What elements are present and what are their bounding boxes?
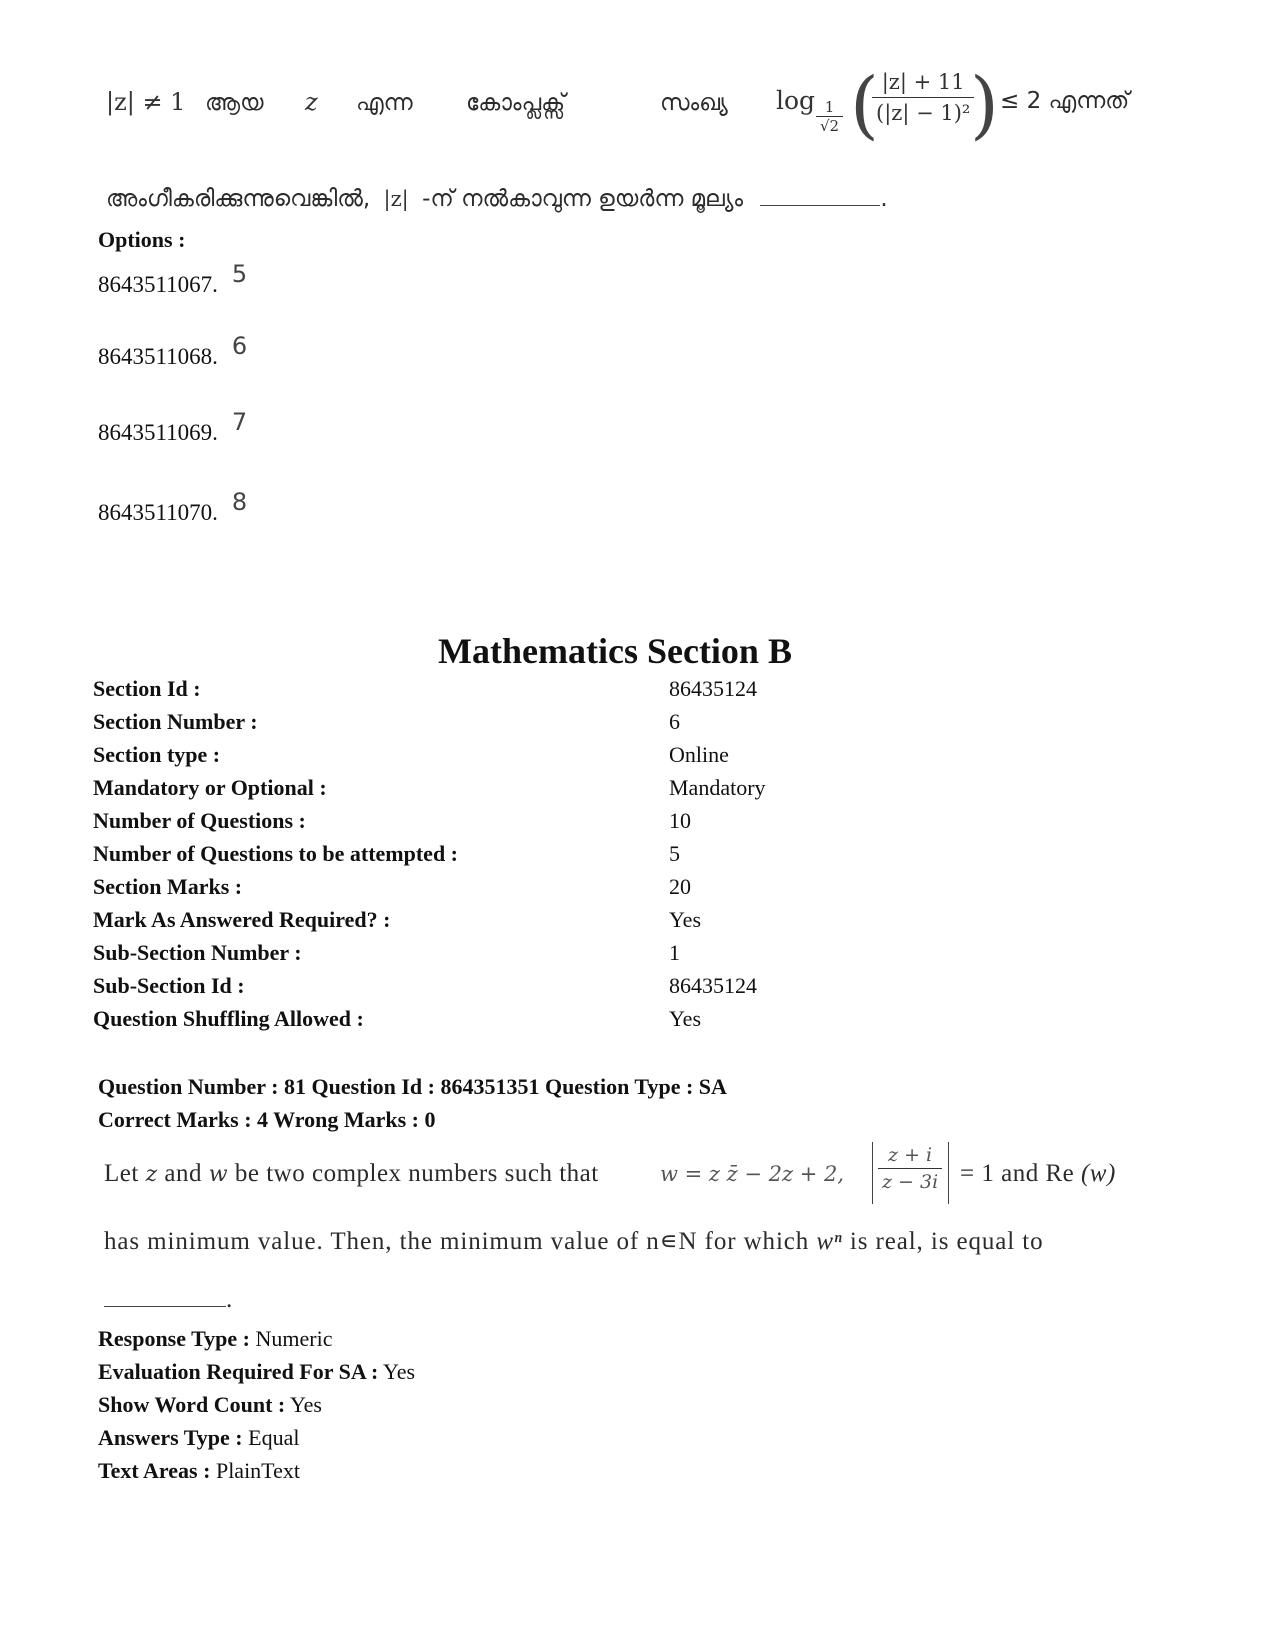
meta-row: Number of Questions to be attempted : <box>93 841 459 866</box>
equation-w: w = z z̄ − 2z + 2, <box>660 1162 845 1186</box>
log-label: log <box>776 86 816 115</box>
response-row: Response Type : Numeric <box>98 1326 333 1351</box>
option-id: 8643511067. <box>98 272 218 297</box>
options-title: Options : <box>98 227 186 252</box>
meta-row: Section Id : <box>93 676 201 701</box>
question-text-line1: Let z and w be two complex numbers such that <box>104 1160 599 1187</box>
prev-question-word: കോംപ്ലക്സ് <box>466 90 566 116</box>
option-item[interactable] <box>98 408 248 446</box>
response-row: Answers Type : Equal <box>98 1425 300 1450</box>
meta-value: 86435124 <box>669 676 757 701</box>
log-base: $\frac{1}{√2}$ <box>816 98 843 135</box>
response-row: Show Word Count : Yes <box>98 1392 322 1417</box>
option-item[interactable] <box>98 332 248 370</box>
meta-row: Mandatory or Optional : <box>93 775 327 800</box>
option-value: 5 <box>231 260 248 288</box>
prev-question-word: എന്ന <box>356 90 413 116</box>
meta-row: Sub-Section Number : <box>93 940 302 965</box>
prev-question-line2: അംഗീകരിക്കുന്നുവെങ്കിൽ, |z| -ന് നൽകാവുന്ന ഉയർന്ന മൂല്യം . <box>106 186 888 212</box>
equation-condition: = 1 and Re (w) <box>960 1160 1116 1187</box>
meta-row: Number of Questions : <box>93 808 306 833</box>
meta-value: Yes <box>669 907 702 932</box>
question-text-line2: has minimum value. Then, the minimum value of n∊N for which wⁿ is real, is equal to <box>104 1228 1044 1255</box>
meta-value: Yes <box>669 1006 702 1031</box>
log-argument-fraction: $\frac{|z| + 11}{\text{(|z| − 1)²}}$ <box>872 70 974 125</box>
left-paren: ( <box>850 62 879 148</box>
option-id: 8643511068. <box>98 344 218 369</box>
option-id: 8643511070. <box>98 500 218 525</box>
option-value: 7 <box>231 408 248 436</box>
meta-row: Sub-Section Id : <box>93 973 245 998</box>
prev-question-inequality: ≤ 2 എന്നത് <box>1000 88 1130 114</box>
question-marks: Correct Marks : 4 Wrong Marks : 0 <box>98 1107 436 1132</box>
answer-blank: . <box>104 1286 233 1314</box>
meta-row: Mark As Answered Required? : <box>93 907 391 932</box>
option-value: 6 <box>231 332 248 360</box>
option-value: 8 <box>231 488 248 516</box>
meta-value: 5 <box>669 841 680 866</box>
meta-value: Online <box>669 742 729 767</box>
meta-row: Section Marks : <box>93 874 243 899</box>
answer-blank <box>760 205 880 206</box>
meta-value: 10 <box>669 808 691 833</box>
meta-row: Section Number : <box>93 709 258 734</box>
meta-value: Mandatory <box>669 775 766 800</box>
prev-question-variable: z <box>305 88 318 116</box>
meta-value: 6 <box>669 709 680 734</box>
response-row: Evaluation Required For SA : Yes <box>98 1359 416 1384</box>
response-row: Text Areas : PlainText <box>98 1458 300 1483</box>
meta-value: 1 <box>669 940 680 965</box>
response-info <box>98 1326 415 1491</box>
question-header: Question Number : 81 Question Id : 864351351 Question Type : SA <box>98 1074 727 1099</box>
option-item[interactable] <box>98 260 248 298</box>
meta-value: 86435124 <box>669 973 757 998</box>
right-paren: ) <box>970 62 999 148</box>
prev-question-word: സംഖ്യ <box>660 90 728 116</box>
prev-question-condition: |z| ≠ 1 <box>106 88 186 116</box>
section-title: Mathematics Section B <box>438 631 792 671</box>
meta-row: Question Shuffling Allowed : <box>93 1006 364 1031</box>
option-item[interactable] <box>98 488 248 526</box>
meta-value: 20 <box>669 874 691 899</box>
meta-row: Section type : <box>93 742 221 767</box>
option-id: 8643511069. <box>98 420 218 445</box>
prev-question-word: ആയ <box>205 90 264 116</box>
